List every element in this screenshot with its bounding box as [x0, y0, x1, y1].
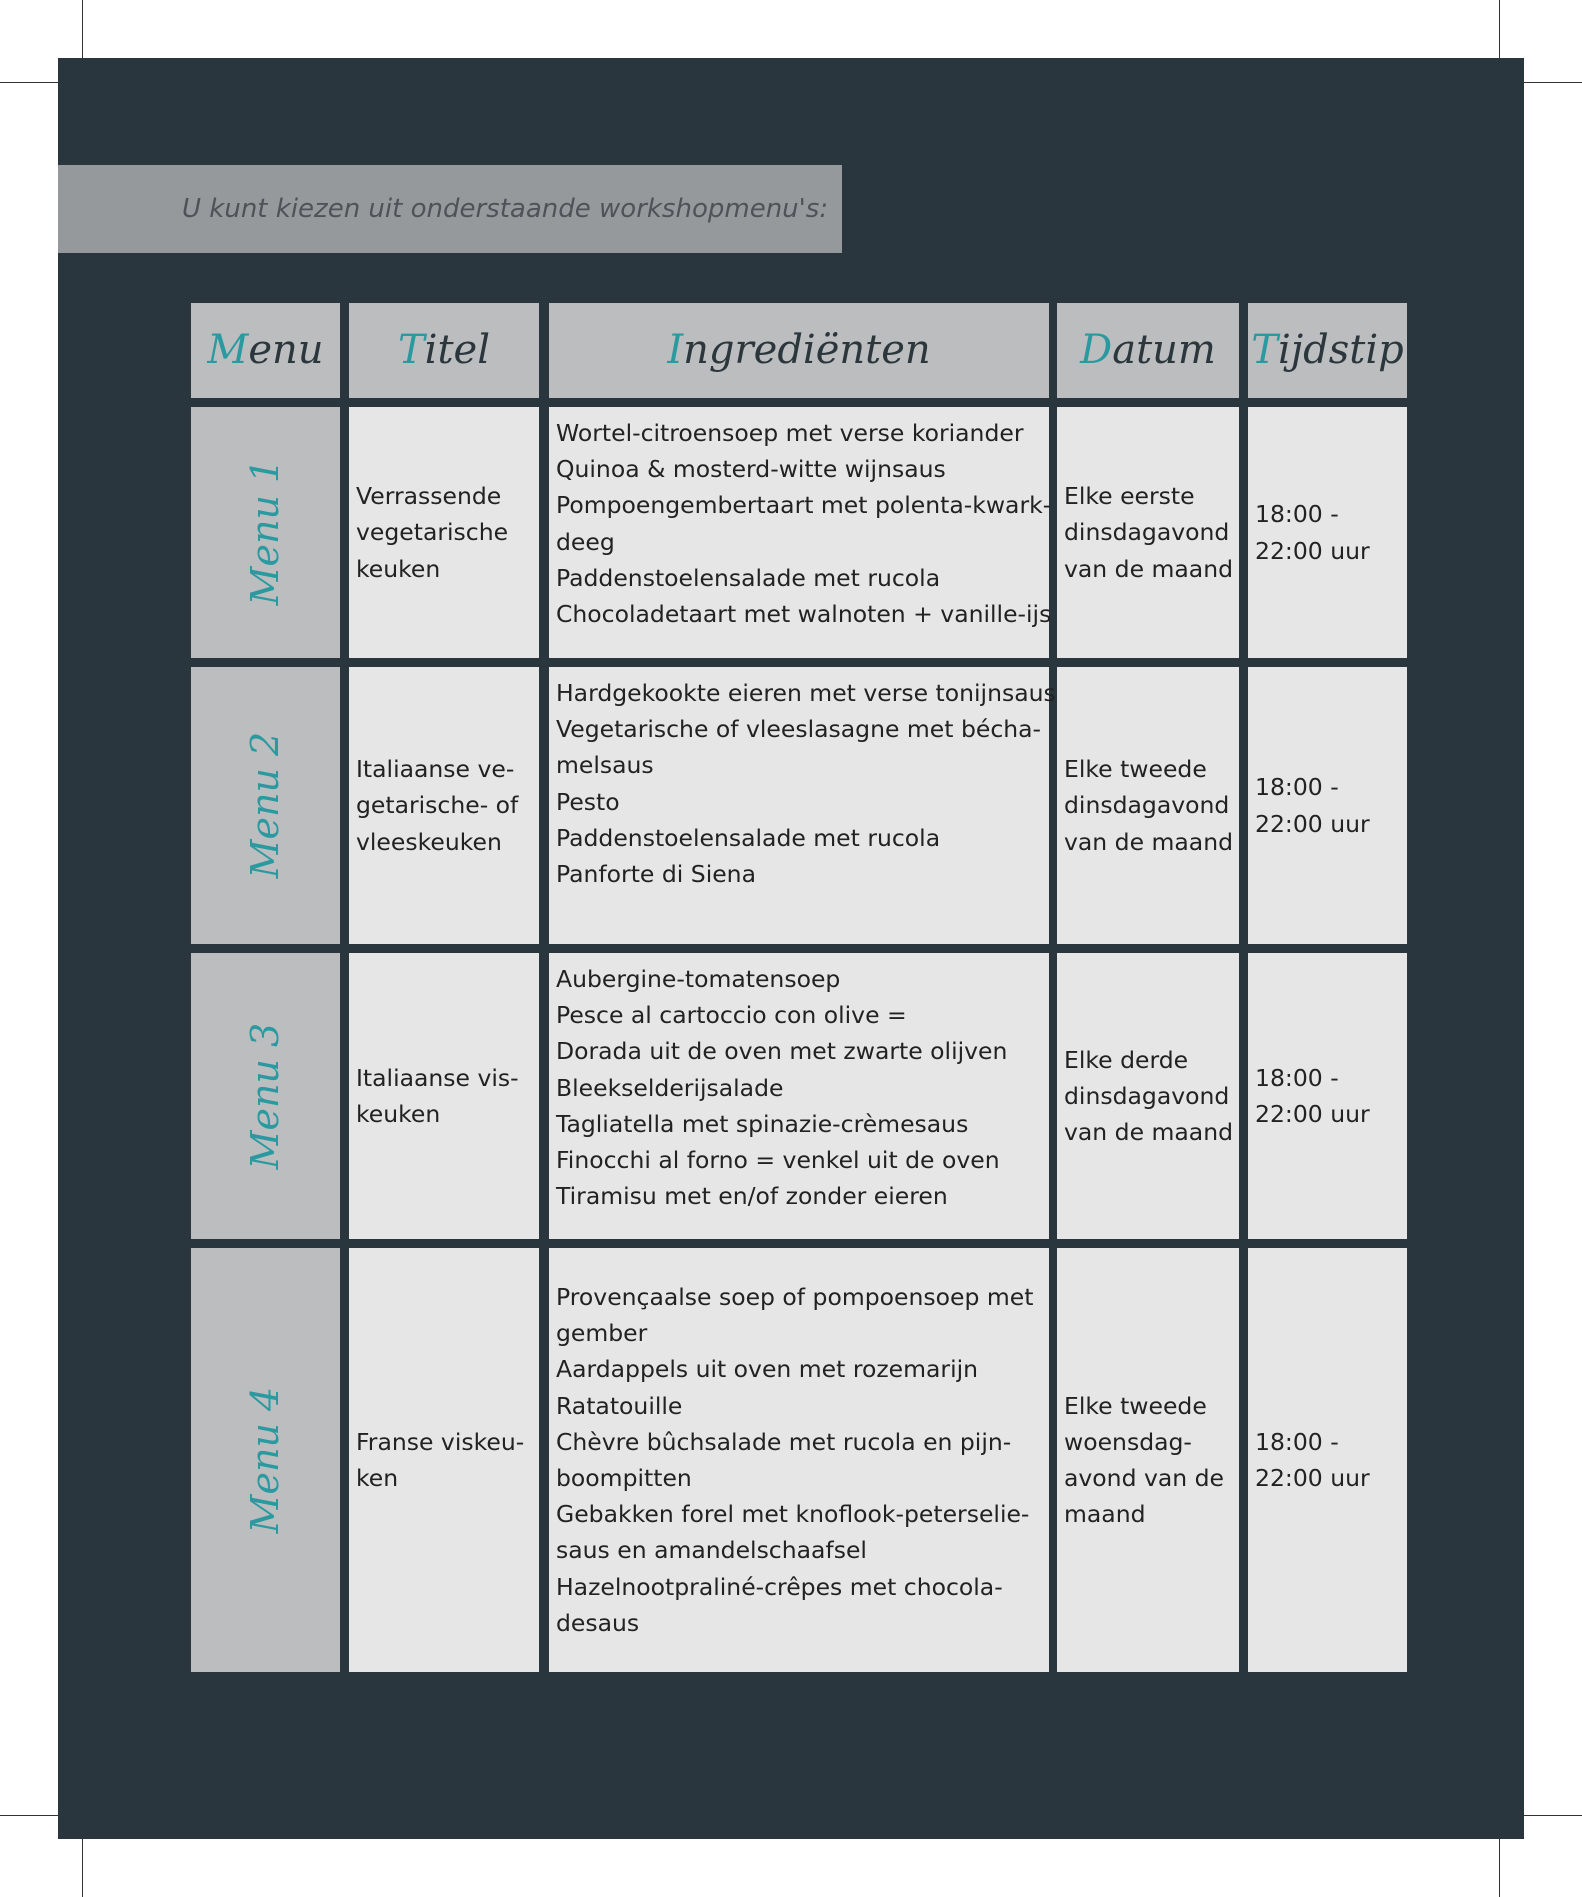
- text-line: 18:00 -: [1255, 1063, 1339, 1092]
- menu-label: Menu 2: [243, 732, 288, 879]
- text-line: Provençaalse soep of pompoensoep met: [556, 1282, 1034, 1311]
- titel-cell-lines: [356, 478, 508, 587]
- datum-cell: [1057, 407, 1239, 658]
- header-label: [1251, 327, 1404, 374]
- ingredienten-cell: [549, 953, 1049, 1239]
- menu-label-cell: [191, 953, 340, 1239]
- text-line: Aardappels uit oven met rozemarijn: [556, 1355, 979, 1384]
- datum-cell: [1057, 1248, 1239, 1672]
- text-line: avond van de: [1064, 1464, 1225, 1492]
- intro-banner: [58, 165, 842, 253]
- crop-mark: [82, 0, 83, 64]
- menu-label: Menu 1: [243, 459, 288, 606]
- titel-cell: [349, 407, 539, 658]
- text-line: Chocoladetaart met walnoten + vanille-ijs: [556, 600, 1052, 629]
- menu-label-cell: [191, 407, 340, 658]
- tijdstip-cell: [1248, 1248, 1407, 1672]
- tijdstip-cell: [1248, 953, 1407, 1239]
- header-initial: M: [207, 327, 249, 374]
- intro-text: U kunt kiezen uit onderstaande workshopmenu's:: [182, 194, 829, 224]
- text-line: Quinoa & mosterd-witte wijnsaus: [556, 455, 946, 484]
- text-line: melsaus: [556, 751, 654, 780]
- ingredienten-cell: [549, 667, 1056, 944]
- text-line: dinsdagavond: [1064, 518, 1230, 547]
- titel-cell: [349, 1248, 539, 1672]
- text-line: woensdag-: [1064, 1427, 1192, 1456]
- page: [58, 58, 1524, 1839]
- datum-cell: [1057, 953, 1239, 1239]
- text-line: Bleekselderijsalade: [556, 1073, 784, 1102]
- tijdstip-cell-lines: [1255, 769, 1370, 841]
- text-line: Hazelnootpraliné-crêpes met chocola-: [556, 1572, 1003, 1601]
- tijdstip-cell-lines: [1255, 496, 1370, 568]
- text-line: Dorada uit de oven met zwarte olijven: [556, 1037, 1008, 1066]
- text-line: Ratatouille: [556, 1391, 683, 1420]
- datum-cell-lines: [1064, 1042, 1233, 1151]
- text-line: van de maand: [1064, 1118, 1234, 1147]
- header-rest: ijdstip: [1277, 327, 1404, 374]
- text-line: vegetarische: [356, 518, 509, 547]
- titel-cell-lines: [356, 1424, 524, 1496]
- crop-mark: [1518, 1815, 1582, 1816]
- header-ingredienten: [549, 303, 1049, 398]
- text-line: Elke eerste: [1064, 482, 1195, 511]
- menu-label: Menu 4: [243, 1386, 288, 1534]
- text-line: Panforte di Siena: [556, 860, 756, 889]
- text-line: van de maand: [1064, 827, 1234, 856]
- crop-mark: [0, 1815, 64, 1816]
- header-rest: enu: [248, 327, 324, 374]
- datum-cell-lines: [1064, 478, 1233, 587]
- text-line: Paddenstoelensalade met rucola: [556, 563, 941, 592]
- tijdstip-cell-lines: [1255, 1060, 1370, 1132]
- text-line: Paddenstoelensalade met rucola: [556, 823, 941, 852]
- header-initial: D: [1080, 327, 1113, 374]
- crop-mark: [1499, 0, 1500, 64]
- text-line: dinsdagavond: [1064, 1081, 1230, 1110]
- header-label: [207, 327, 324, 374]
- text-line: vleeskeuken: [356, 827, 502, 856]
- text-line: maand: [1064, 1500, 1146, 1529]
- text-line: Elke derde: [1064, 1045, 1189, 1074]
- text-line: dinsdagavond: [1064, 791, 1230, 820]
- text-line: Gebakken forel met knoflook-peterselie-: [556, 1500, 1030, 1529]
- header-label: [397, 327, 491, 374]
- datum-cell-lines: [1064, 1388, 1224, 1533]
- text-line: 22:00 uur: [1255, 536, 1370, 565]
- header-initial: T: [397, 327, 425, 374]
- ingredienten-cell-lines: [556, 667, 1056, 892]
- text-line: 18:00 -: [1255, 500, 1339, 529]
- ingredienten-cell-lines: [556, 953, 1007, 1214]
- header-rest: atum: [1112, 327, 1216, 374]
- text-line: boompitten: [556, 1464, 692, 1492]
- ingredienten-cell-lines: [556, 1279, 1033, 1641]
- menu-label-cell: [191, 1248, 340, 1672]
- tijdstip-cell: [1248, 667, 1407, 944]
- header-titel: [349, 303, 539, 398]
- text-line: keuken: [356, 554, 441, 583]
- text-line: Pesto: [556, 787, 620, 816]
- text-line: Italiaanse vis-: [356, 1063, 519, 1092]
- text-line: keuken: [356, 1100, 441, 1128]
- titel-cell-lines: [356, 1060, 519, 1132]
- text-line: getarische- of: [356, 791, 519, 820]
- titel-cell-lines: [356, 751, 518, 860]
- ingredienten-cell-lines: [556, 407, 1051, 632]
- text-line: Chèvre bûchsalade met rucola en pijn-: [556, 1427, 1012, 1456]
- header-label: [1080, 327, 1216, 374]
- header-initial: I: [667, 327, 684, 374]
- text-line: 22:00 uur: [1255, 1100, 1370, 1128]
- tijdstip-cell-lines: [1255, 1424, 1370, 1496]
- text-line: ken: [356, 1464, 399, 1492]
- text-line: Italiaanse ve-: [356, 755, 515, 784]
- titel-cell: [349, 953, 539, 1239]
- crop-mark: [1499, 1833, 1500, 1897]
- text-line: 18:00 -: [1255, 1427, 1339, 1456]
- text-line: Elke tweede: [1064, 1391, 1207, 1420]
- datum-cell-lines: [1064, 751, 1233, 860]
- text-line: Pompoengembertaart met polenta-kwark-: [556, 491, 1052, 520]
- text-line: Finocchi al forno = venkel uit de oven: [556, 1146, 1000, 1175]
- titel-cell: [349, 667, 539, 944]
- text-line: van de maand: [1064, 554, 1234, 583]
- text-line: Hardgekookte eieren met verse tonijnsaus: [556, 679, 1056, 707]
- header-label: [667, 327, 931, 374]
- text-line: Vegetarische of vleeslasagne met bécha-: [556, 715, 1042, 744]
- text-line: Aubergine-tomatensoep: [556, 965, 841, 993]
- menu-label: Menu 3: [243, 1022, 288, 1170]
- ingredienten-cell: [549, 407, 1052, 658]
- text-line: Tagliatella met spinazie-crèmesaus: [556, 1109, 969, 1138]
- text-line: saus en amandelschaafsel: [556, 1536, 867, 1565]
- header-initial: T: [1251, 327, 1278, 374]
- tijdstip-cell: [1248, 407, 1407, 658]
- text-line: deeg: [556, 527, 615, 556]
- ingredienten-cell: [549, 1248, 1049, 1672]
- text-line: gember: [556, 1319, 648, 1348]
- text-line: Tiramisu met en/of zonder eieren: [556, 1182, 948, 1211]
- crop-mark: [82, 1833, 83, 1897]
- text-line: Elke tweede: [1064, 755, 1207, 784]
- crop-mark: [0, 82, 64, 83]
- header-rest: itel: [424, 327, 491, 374]
- header-rest: ngrediënten: [683, 327, 931, 374]
- datum-cell: [1057, 667, 1239, 944]
- text-line: Wortel-citroensoep met verse koriander: [556, 419, 1024, 447]
- text-line: 22:00 uur: [1255, 1464, 1370, 1492]
- header-menu: [191, 303, 340, 398]
- text-line: Franse viskeu-: [356, 1427, 525, 1456]
- text-line: Pesce al cartoccio con olive =: [556, 1001, 907, 1030]
- text-line: 22:00 uur: [1255, 809, 1370, 838]
- header-datum: [1057, 303, 1239, 398]
- text-line: Verrassende: [356, 482, 502, 511]
- menu-label-cell: [191, 667, 340, 944]
- text-line: 18:00 -: [1255, 773, 1339, 802]
- text-line: desaus: [556, 1608, 640, 1637]
- crop-mark: [1518, 82, 1582, 83]
- header-tijdstip: [1248, 303, 1407, 398]
